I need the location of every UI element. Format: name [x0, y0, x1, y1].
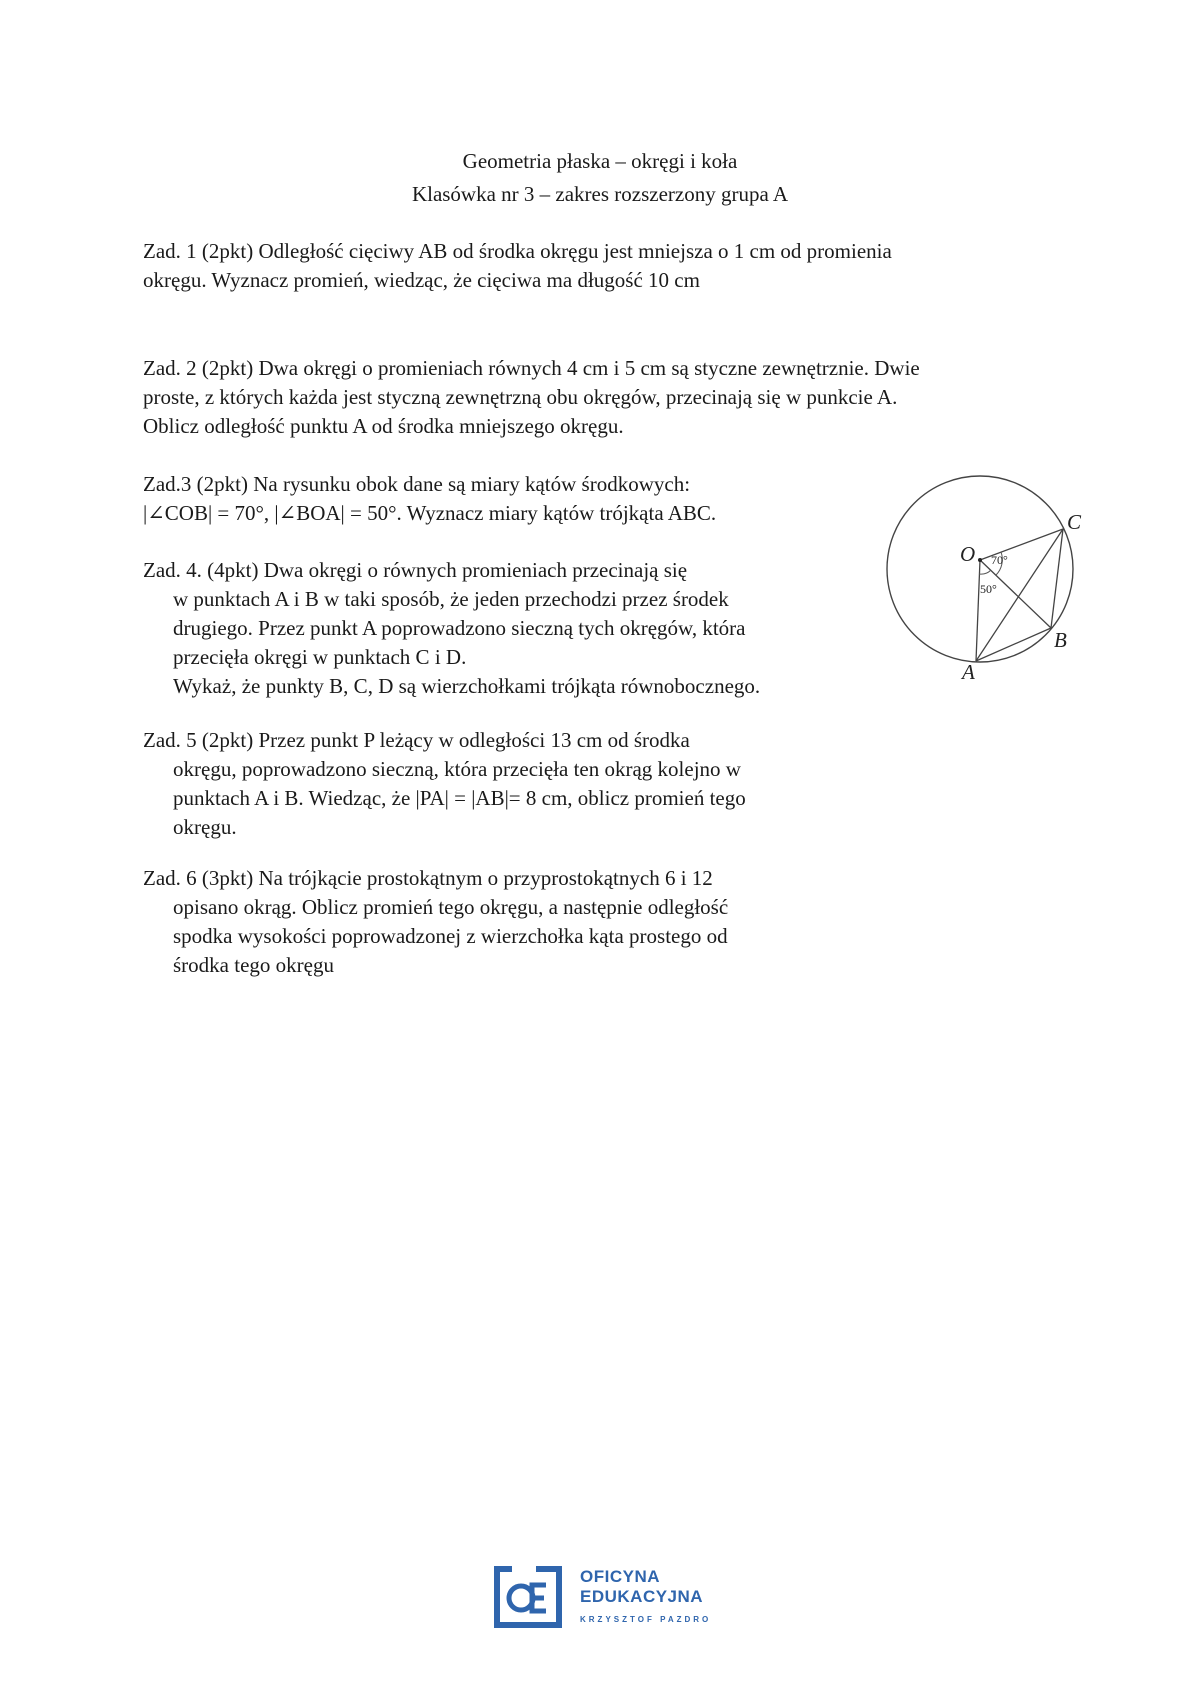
task-5-line-1: Zad. 5 (2pkt) Przez punkt P leżący w odległości 13 cm od środka — [143, 728, 690, 752]
center-point — [978, 558, 982, 562]
logo-line-1: OFICYNA — [580, 1567, 660, 1586]
task-6-line-4: środka tego okręgu — [173, 953, 334, 977]
task-6 — [143, 864, 728, 980]
task-6-line-2: opisano okrąg. Oblicz promień tego okręgu, a następnie odległość — [173, 895, 729, 919]
label-b: B — [1054, 628, 1067, 652]
label-c: C — [1067, 510, 1082, 534]
task-4-line-4: przecięła okręgi w punktach C i D. — [173, 645, 467, 669]
task-6-line-3: spodka wysokości poprowadzonej z wierzchołka kąta prostego od — [173, 924, 728, 948]
task-4-line-1: Zad. 4. (4pkt) Dwa okręgi o równych promieniach przecinają się — [143, 558, 688, 582]
page-header — [0, 145, 1200, 211]
angle-arc-boa — [979, 570, 991, 574]
task-5 — [143, 726, 746, 842]
angle-label-cob: 70° — [991, 553, 1008, 567]
task-2 — [143, 354, 920, 441]
oe-emblem-icon — [494, 1565, 568, 1629]
publisher-logo — [494, 1563, 724, 1633]
task-2-line-3: Oblicz odległość punktu A od środka mniejszego okręgu. — [143, 414, 624, 438]
task-2-line-2: proste, z których każda jest styczną zewnętrzną obu okręgów, przecinają się w punkcie A. — [143, 385, 898, 409]
logo-text — [580, 1567, 711, 1627]
task-4-line-2: w punktach A i B w taki sposób, że jeden przechodzi przez środek — [173, 587, 729, 611]
label-o: O — [960, 542, 976, 566]
task-3-line-2: |∠COB| = 70°, |∠BOA| = 50°. Wyznacz miary kątów trójkąta ABC. — [143, 501, 717, 525]
task-3 — [143, 470, 716, 528]
task-3-line-1: Zad.3 (2pkt) Na rysunku obok dane są miary kątów środkowych: — [143, 472, 691, 496]
task-1 — [143, 237, 892, 295]
label-a: A — [962, 660, 975, 682]
task-5-line-2: okręgu, poprowadzono sieczną, która przecięła ten okrąg kolejno w — [173, 757, 741, 781]
page-title: Geometria płaska – okręgi i koła — [462, 149, 738, 173]
page-subtitle: Klasówka nr 3 – zakres rozszerzony grupa A — [411, 182, 789, 206]
circle-figure — [880, 472, 1090, 682]
task-6-line-1: Zad. 6 (3pkt) Na trójkącie prostokątnym o przyprostokątnych 6 i 12 — [143, 866, 713, 890]
task-1-line-2: okręgu. Wyznacz promień, wiedząc, że cięciwa ma długość 10 cm — [143, 268, 700, 292]
task-4 — [143, 556, 760, 701]
task-4-line-5: Wykaż, że punkty B, C, D są wierzchołkami trójkąta równobocznego. — [173, 674, 761, 698]
task-1-line-1: Zad. 1 (2pkt) Odległość cięciwy AB od środka okręgu jest mniejsza o 1 cm od promienia — [143, 239, 892, 263]
task-5-line-4: okręgu. — [173, 815, 237, 839]
task-4-line-3: drugiego. Przez punkt A poprowadzono sieczną tych okręgów, która — [173, 616, 746, 640]
task-5-line-3: punktach A i B. Wiedząc, że |PA| = |AB|= 8 cm, oblicz promień tego — [173, 786, 746, 810]
task-2-line-1: Zad. 2 (2pkt) Dwa okręgi o promieniach równych 4 cm i 5 cm są styczne zewnętrznie. Dwie — [143, 356, 920, 380]
logo-line-2: EDUKACYJNA — [580, 1587, 704, 1606]
angle-label-boa: 50° — [980, 582, 997, 596]
logo-line-3: KRZYSZTOF PAZDRO — [580, 1615, 712, 1624]
radius-oa — [976, 560, 980, 661]
